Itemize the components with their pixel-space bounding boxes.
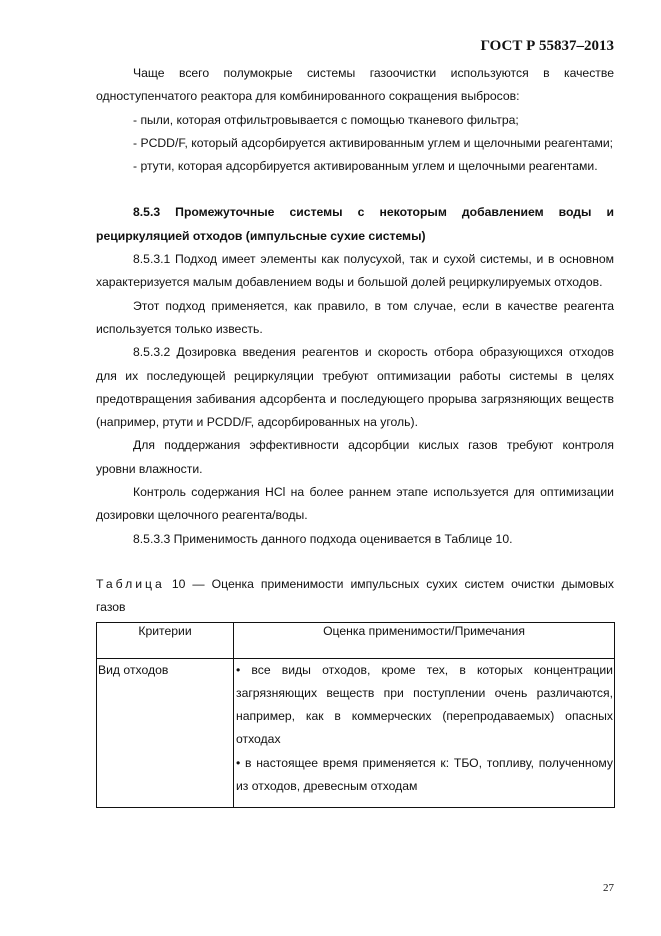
- bullet-item: - ртути, которая адсорбируется активированным углем и щелочными реагентами.: [133, 159, 598, 174]
- bullet-item: - пыли, которая отфильтровывается с помощью тканевого фильтра;: [133, 112, 519, 127]
- column-header: Критерии: [97, 622, 234, 658]
- table-row: [97, 658, 615, 808]
- bullet-item: - PCDD/F, который адсорбируется активированным углем и щелочными реагентами;: [133, 135, 614, 150]
- standard-number: ГОСТ Р 55837–2013: [480, 38, 614, 54]
- notes-cell: [234, 658, 615, 808]
- criterion-cell: Вид отходов: [97, 658, 234, 808]
- table-header-row: [97, 622, 615, 658]
- paragraph: 8.5.3.1 Подход имеет элементы как полусухой, так и сухой системы, и в основном характеризуется малым добавлением воды и большой долей рециркулируемых отходов.: [96, 252, 614, 290]
- paragraph: Чаще всего полумокрые системы газоочистки используются в качестве одноступенчатого реактора для комбинированного сокращения выбросов:: [96, 66, 614, 104]
- table-caption-label: Таблица: [96, 576, 165, 591]
- section-heading: 8.5.3 Промежуточные системы с некоторым добавлением воды и рециркуляцией отходов (импульсные сухие системы): [96, 205, 614, 243]
- paragraph: 8.5.3.2 Дозировка введения реагентов и скорость отбора образующихся отходов для их последующей рециркуляции требуют оптимизации работы системы в целях предотвращения забивания адсорбента и последующего прорыва загрязняющих веществ (например, ртути и PCDD/F, адсорбированных на уголь).: [96, 345, 614, 430]
- table-caption-text: 10 — Оценка применимости импульсных сухих систем очистки дымовых газов: [96, 576, 614, 615]
- page-number: 27: [603, 882, 614, 894]
- paragraph: 8.5.3.3 Применимость данного подхода оценивается в Таблице 10.: [133, 531, 513, 546]
- paragraph: Контроль содержания HCl на более раннем этапе используется для оптимизации дозировки щелочного реагента/воды.: [96, 485, 614, 523]
- table-caption: [96, 573, 614, 620]
- applicability-table: [96, 622, 615, 809]
- paragraph: Для поддержания эффективности адсорбции кислых газов требуют контроля уровни влажности.: [96, 438, 614, 476]
- note-item: • все виды отходов, кроме тех, в которых концентрации загрязняющих веществ при поступлении очень различаются, например, как в коммерческих (перепродаваемых) опасных отходах: [236, 662, 613, 747]
- paragraph: Этот подход применяется, как правило, в том случае, если в качестве реагента используется только известь.: [96, 298, 614, 336]
- note-item: • в настоящее время применяется к: ТБО, топливу, полученному из отходов, древесным отходам: [236, 755, 613, 794]
- document-body: [96, 62, 614, 808]
- column-header: Оценка применимости/Примечания: [234, 622, 615, 658]
